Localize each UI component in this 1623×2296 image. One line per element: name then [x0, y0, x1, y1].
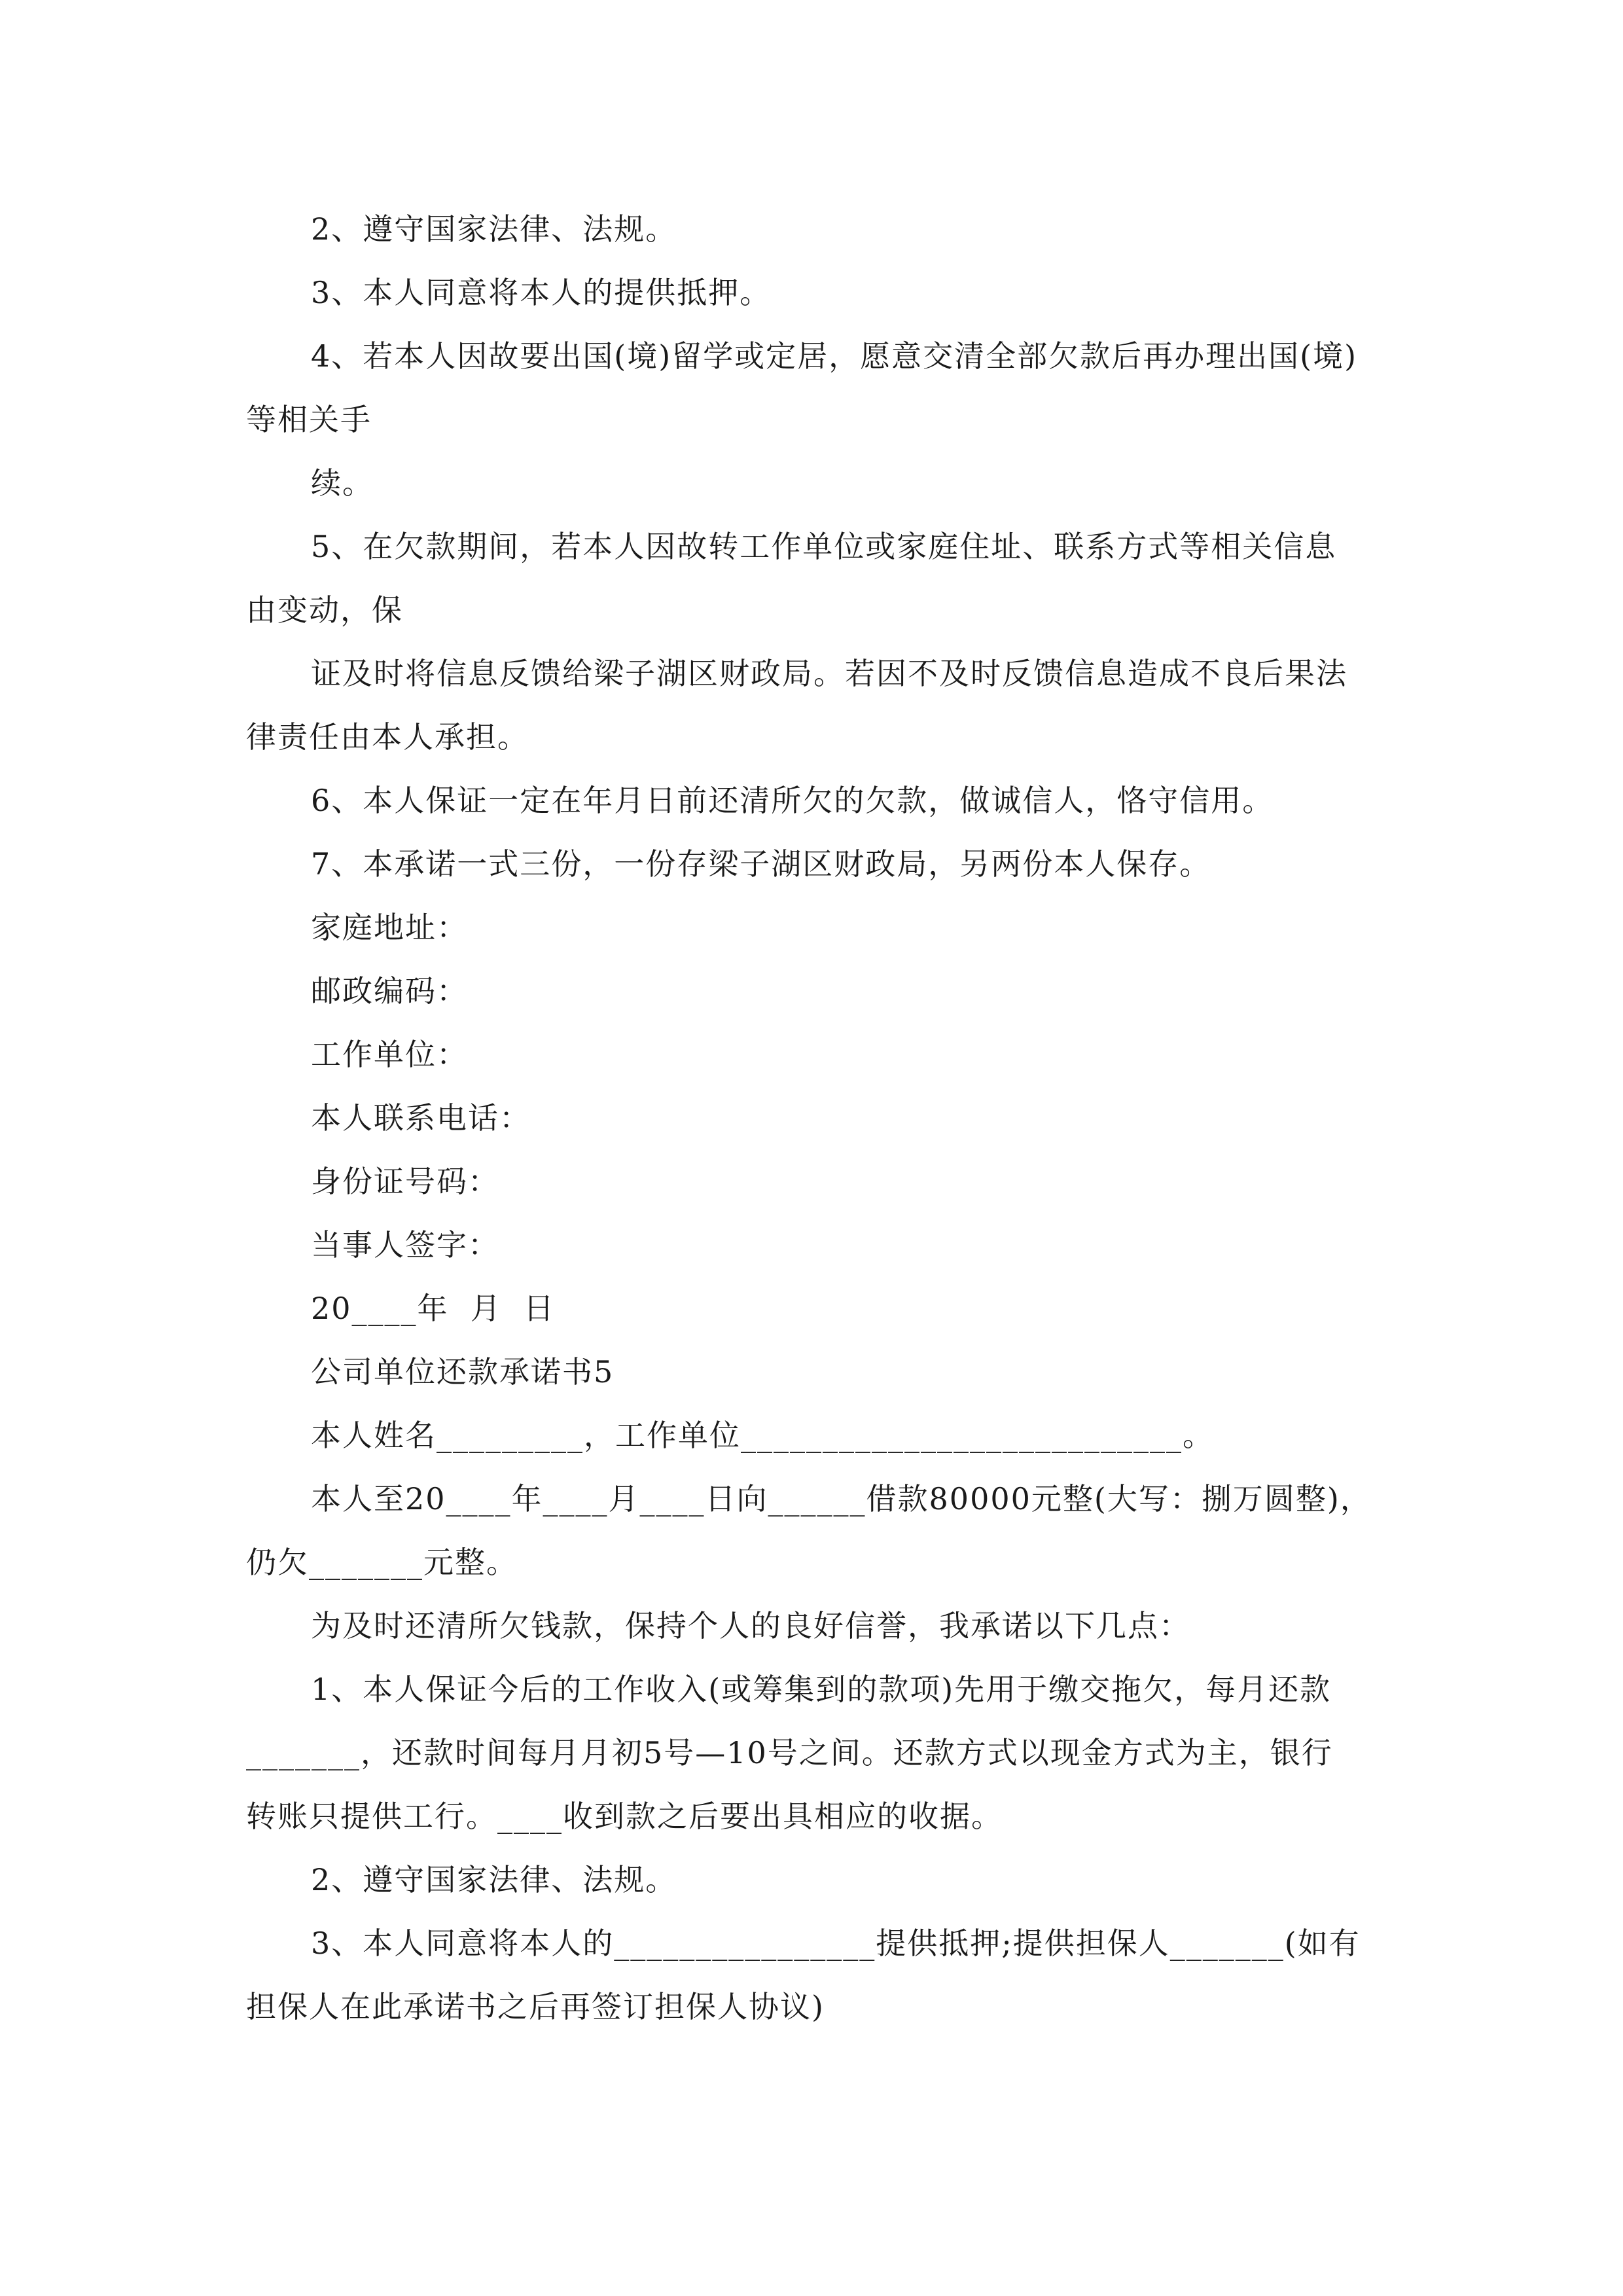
- clause-5-continued-2: 证及时将信息反馈给梁子湖区财政局。若因不及时反馈信息造成不良后果法: [311, 656, 1347, 691]
- date-line: 20____年 月 日: [311, 1291, 556, 1326]
- commitment-3-line: 3、本人同意将本人的________________提供抵押;提供担保人_______(如有: [311, 1926, 1361, 1961]
- commitment-1-line: 1、本人保证今后的工作收入(或筹集到的款项)先用于缴交拖欠，每月还款: [311, 1672, 1332, 1707]
- commitment-1-continued: _______，还款时间每月月初5号—10号之间。还款方式以现金方式为主，银行: [246, 1735, 1333, 1770]
- clause-5-end: 律责任由本人承担。: [246, 719, 529, 755]
- signature-label: 当事人签字：: [311, 1227, 499, 1263]
- clause-6-line: 6、本人保证一定在年月日前还清所欠的欠款，做诚信人，恪守信用。: [311, 783, 1274, 818]
- clause-5-line: 5、在欠款期间，若本人因故转工作单位或家庭住址、联系方式等相关信息: [311, 529, 1337, 564]
- commitment-intro: 为及时还清所欠钱款，保持个人的良好信誉，我承诺以下几点：: [311, 1608, 1190, 1643]
- loan-line: 本人至20____年____月____日向______借款80000元整(大写：捌万圆整)，: [311, 1481, 1372, 1516]
- clause-2-line: 2、遵守国家法律、法规。: [311, 211, 677, 247]
- clause-5-continued: 由变动，保: [246, 592, 403, 628]
- phone-label: 本人联系电话：: [311, 1100, 531, 1136]
- clause-3-line: 3、本人同意将本人的提供抵押。: [311, 275, 772, 310]
- work-unit-label: 工作单位：: [311, 1037, 468, 1072]
- name-workunit-line: 本人姓名_________，工作单位___________________________。: [311, 1418, 1214, 1453]
- clause-4-line: 4、若本人因故要出国(境)留学或定居，愿意交清全部欠款后再办理出国(境): [311, 338, 1358, 374]
- loan-line-continued: 仍欠_______元整。: [246, 1545, 518, 1580]
- commitment-1-end: 转账只提供工行。____收到款之后要出具相应的收据。: [246, 1799, 1003, 1834]
- commitment-2-line: 2、遵守国家法律、法规。: [311, 1862, 677, 1897]
- clause-7-line: 7、本承诺一式三份，一份存梁子湖区财政局，另两份本人保存。: [311, 846, 1211, 882]
- commitment-3-end: 担保人在此承诺书之后再签订担保人协议): [246, 1989, 825, 2024]
- postal-code-label: 邮政编码：: [311, 973, 468, 1009]
- clause-4-end: 续。: [311, 465, 374, 501]
- id-number-label: 身份证号码：: [311, 1164, 499, 1199]
- clause-4-continued: 等相关手: [246, 402, 372, 437]
- home-address-label: 家庭地址：: [311, 910, 468, 945]
- section-title: 公司单位还款承诺书5: [311, 1354, 615, 1390]
